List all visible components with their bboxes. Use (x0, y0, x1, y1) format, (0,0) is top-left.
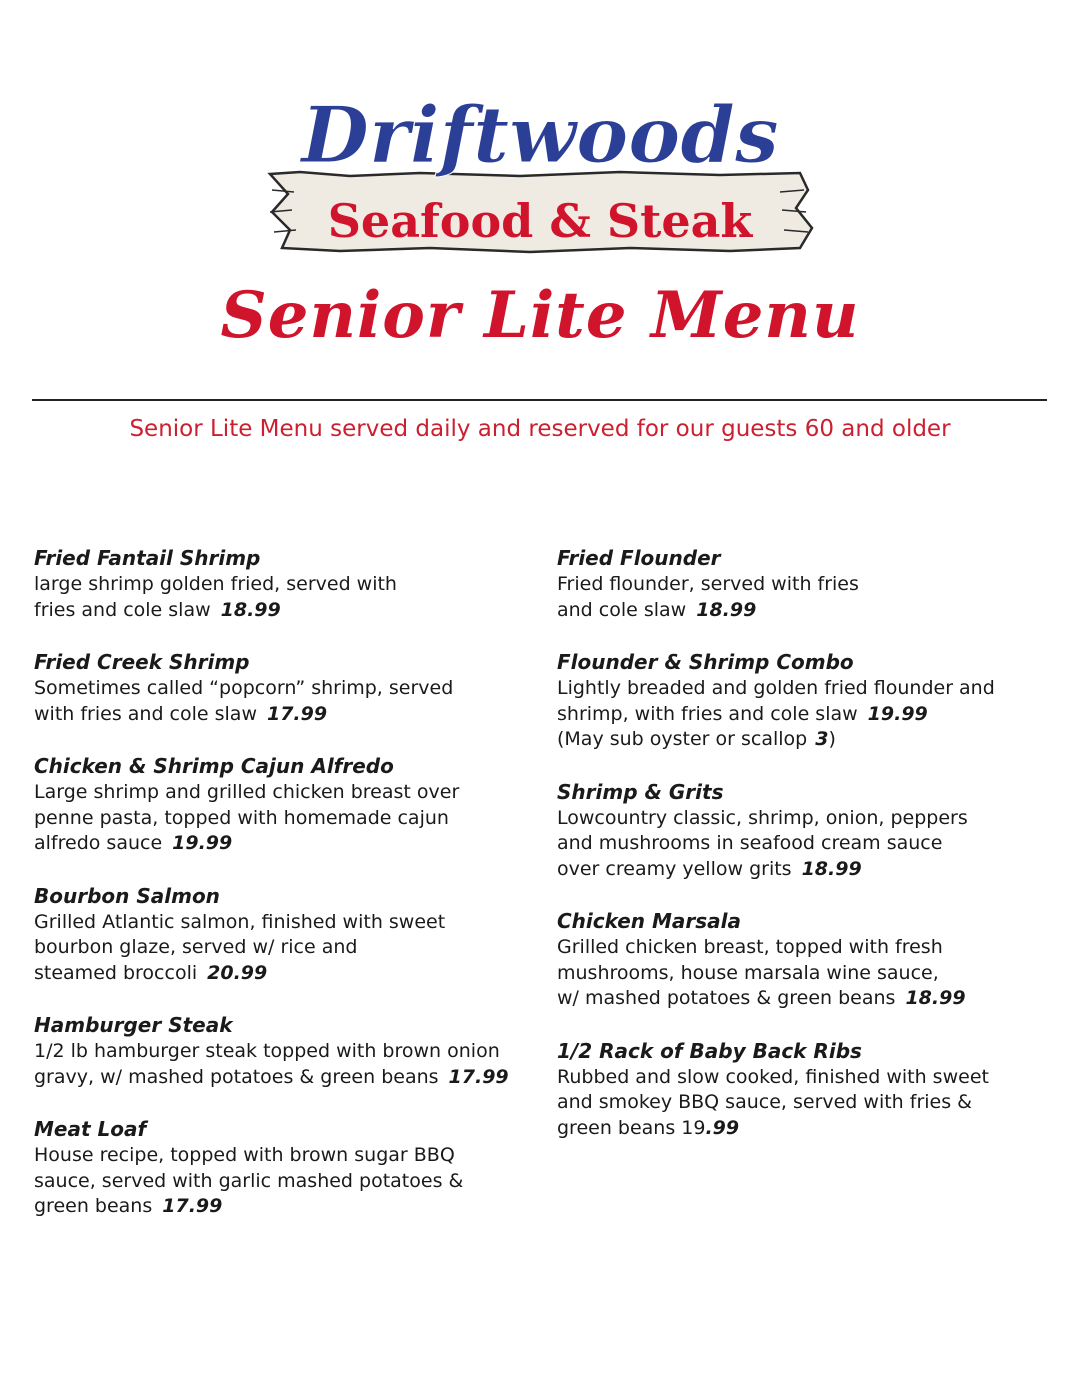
menu-item-description (34, 1039, 534, 1090)
description-line: steamed broccoli 20.99 (34, 961, 268, 984)
restaurant-logo (0, 90, 1080, 270)
menu-item-price: 19.99 (172, 832, 233, 854)
menu-item (34, 545, 534, 623)
menu-item-name: Shrimp & Grits (557, 779, 724, 804)
menu-item-name: Bourbon Salmon (34, 883, 220, 908)
description-line: mushrooms, house marsala wine sauce, (557, 961, 939, 984)
menu-item-description (557, 676, 1057, 753)
menu-item-price: 20.99 (207, 961, 268, 984)
menu-column-left (34, 545, 534, 1246)
menu-item (34, 1012, 534, 1090)
menu-item (557, 908, 1057, 1012)
menu-item-price: 17.99 (162, 1195, 223, 1217)
divider (32, 399, 1047, 401)
description-line: and cole slaw 18.99 (557, 598, 757, 621)
description-line: Lightly breaded and golden fried flounder and (557, 677, 995, 699)
description-line: fries and cole slaw 18.99 (34, 598, 281, 621)
description-line: gravy, w/ mashed potatoes & green beans 17.99 (34, 1065, 509, 1088)
menu-item-description (557, 806, 1057, 883)
menu-item-price: 17.99 (448, 1065, 509, 1088)
description-line: Rubbed and slow cooked, finished with sweet (557, 1065, 989, 1088)
description-line: and mushrooms in seafood cream sauce (557, 832, 943, 854)
description-line: penne pasta, topped with homemade cajun (34, 806, 449, 829)
menu-item-name: Fried Creek Shrimp (34, 650, 250, 674)
menu-item-name: Chicken Marsala (557, 909, 741, 933)
menu-item-price: 18.99 (220, 598, 281, 621)
menu-item-description (34, 572, 534, 623)
menu-item-price: 17.99 (266, 702, 328, 725)
menu-item-description (557, 572, 1057, 623)
substitution-price: 3 (815, 728, 829, 750)
menu-item-description (34, 676, 534, 727)
menu-item-price: 19.99 (867, 702, 928, 725)
menu-item (34, 753, 534, 857)
description-line: 1/2 lb hamburger steak topped with brown onion (34, 1040, 500, 1062)
menu-item-price: .99 (705, 1116, 740, 1139)
menu-item (34, 1116, 534, 1220)
description-line: alfredo sauce 19.99 (34, 832, 233, 854)
description-line: w/ mashed potatoes & green beans 18.99 (557, 987, 966, 1009)
description-line: green beans 17.99 (34, 1195, 223, 1217)
description-line: large shrimp golden fried, served with (34, 573, 397, 595)
description-line: Sometimes called “popcorn” shrimp, served (34, 677, 454, 699)
menu-item-description (557, 1065, 1057, 1142)
menu-item-description (34, 780, 534, 857)
menu-column-right (557, 545, 1057, 1167)
menu-item (557, 545, 1057, 623)
menu-tagline: Senior Lite Menu served daily and reserved for our guests 60 and older (129, 416, 951, 442)
logo-script-name: Driftwoods (301, 90, 779, 181)
menu-item-name: Fried Fantail Shrimp (34, 546, 261, 570)
menu-item-price: 18.99 (905, 987, 966, 1009)
menu-item-name: Chicken & Shrimp Cajun Alfredo (34, 754, 394, 778)
menu-item-description (557, 935, 1057, 1012)
menu-item-price: 18.99 (696, 598, 757, 621)
menu-item (34, 649, 534, 727)
menu-item-name: Flounder & Shrimp Combo (557, 650, 854, 674)
description-line: bourbon glaze, served w/ rice and (34, 936, 358, 958)
menu-item-name: Hamburger Steak (34, 1013, 233, 1037)
menu-item (557, 1038, 1057, 1142)
logo-graphic (260, 90, 820, 270)
description-line: and smokey BBQ sauce, served with fries & (557, 1091, 972, 1113)
description-line: Lowcountry classic, shrimp, onion, peppers (557, 806, 968, 829)
menu-item (557, 779, 1057, 883)
menu-item-description (34, 910, 534, 987)
description-line: with fries and cole slaw 17.99 (34, 702, 328, 725)
menu-item-name: Fried Flounder (557, 546, 721, 570)
menu-title: Senior Lite Menu (220, 278, 860, 353)
menu-item-description (34, 1143, 534, 1220)
description-line: over creamy yellow grits 18.99 (557, 857, 862, 880)
description-line: Grilled chicken breast, topped with fresh (557, 936, 943, 958)
substitution-note: (May sub oyster or scallop 3) (557, 728, 836, 750)
description-line: Fried flounder, served with fries (557, 573, 859, 595)
menu-item-price: 18.99 (801, 857, 862, 880)
logo-subtitle: Seafood & Steak (327, 194, 753, 248)
description-line: House recipe, topped with brown sugar BBQ (34, 1144, 455, 1166)
menu-item (34, 883, 534, 987)
menu-item (557, 649, 1057, 753)
description-line: sauce, served with garlic mashed potatoes & (34, 1169, 464, 1192)
description-line: Large shrimp and grilled chicken breast over (34, 781, 460, 803)
description-line: shrimp, with fries and cole slaw 19.99 (557, 702, 928, 725)
menu-item-name: Meat Loaf (34, 1117, 147, 1141)
description-line: green beans 19.99 (557, 1116, 740, 1139)
description-line: Grilled Atlantic salmon, finished with sweet (34, 910, 446, 933)
menu-item-name: 1/2 Rack of Baby Back Ribs (557, 1038, 862, 1063)
